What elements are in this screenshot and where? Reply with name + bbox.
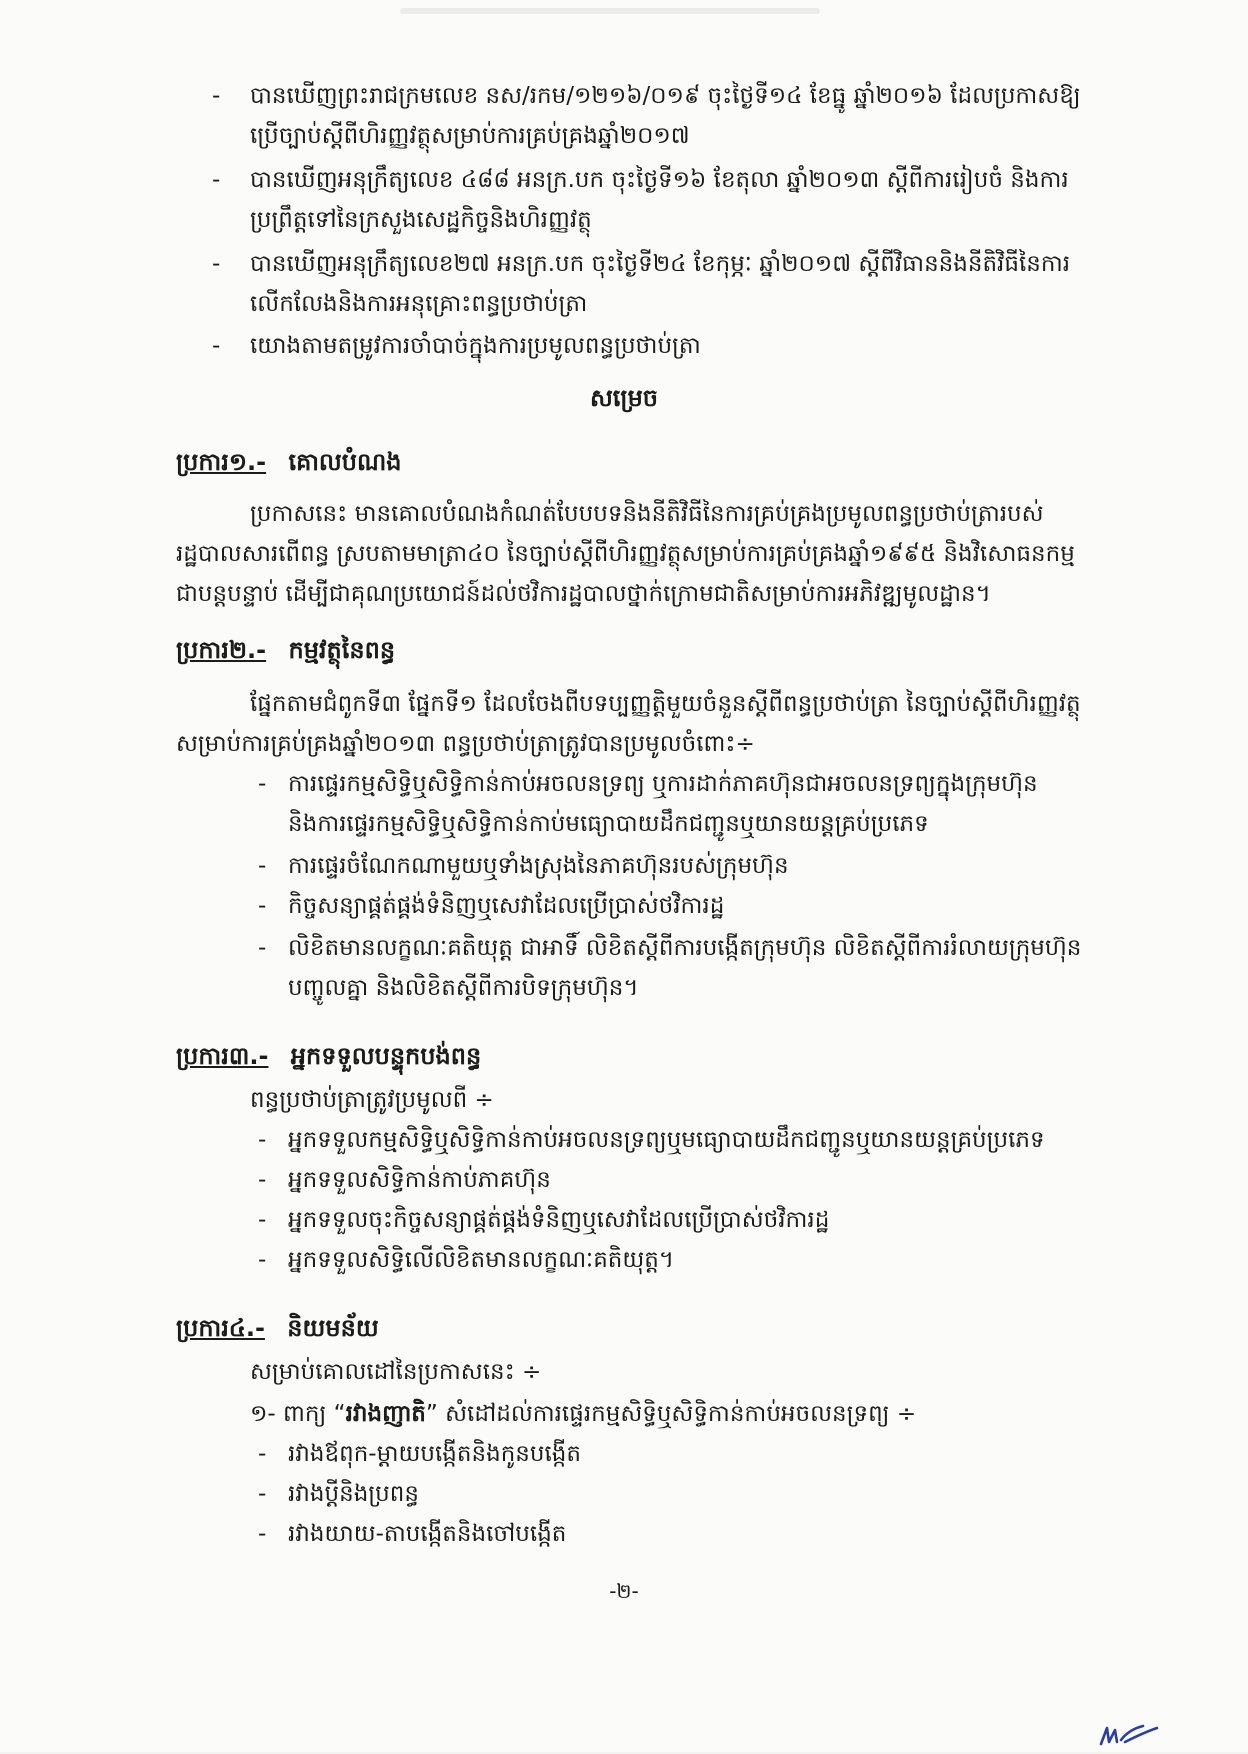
article-1-heading [176, 442, 402, 482]
bullet-line: អ្នកទទួលចុះកិច្ចសន្យាផ្គត់ផ្គង់ទំនិញឬសេវាដែលប្រើប្រាស់ថវិការដ្ឋ [288, 1207, 830, 1233]
definition-prefix: ១- ពាក្យ “ [250, 1401, 346, 1427]
bullet-line: ការផ្ទេរកម្មសិទ្ធិឬសិទ្ធិកាន់កាប់អចលនទ្រព្យ ឬការដាក់ភាគហ៊ុនជាអចលនទ្រព្យក្នុងក្រុមហ៊ុន [288, 771, 1038, 797]
article-4-bullet-3 [288, 1514, 566, 1554]
preamble-line: ប្រើច្បាប់ស្តីពីហិរញ្ញវត្ថុសម្រាប់ការគ្រប់គ្រងឆ្នាំ២០១៧ [250, 123, 690, 149]
preamble-item-3 [250, 244, 1070, 324]
bullet-line: កិច្ចសន្យាផ្គត់ផ្គង់ទំនិញឬសេវាដែលប្រើប្រាស់ថវិការដ្ឋ [288, 893, 725, 919]
bullet-marker: - [258, 1441, 267, 1467]
bullet-marker: - [258, 771, 267, 797]
article-3-bullet-4 [288, 1240, 674, 1280]
bullet-marker: - [258, 1247, 267, 1273]
article-2-bullet-4 [288, 928, 1081, 1008]
bullet-marker: - [258, 1167, 267, 1193]
bullet-marker: - [258, 853, 267, 879]
paragraph-line: ផ្នែកតាមជំពូកទី៣ ផ្នែកទី១ ដែលចែងពីបទប្បញ្ញត្តិមួយចំនួនស្តីពីពន្ធប្រថាប់ត្រា នៃច្បាប់ស្តីពីហិរញ្ញវត្ថុ [250, 691, 1081, 717]
bullet-line: រវាងប្តីនិងប្រពន្ធ [288, 1481, 419, 1507]
article-2-bullet-3 [288, 886, 724, 926]
paragraph-line: សម្រាប់ការគ្រប់គ្រងឆ្នាំ២០១៣ ពន្ធប្រថាប់ត្រាត្រូវបានប្រមូលចំពោះ÷ [176, 731, 755, 757]
bullet-line: អ្នកទទួលកម្មសិទ្ធិឬសិទ្ធិកាន់កាប់អចលនទ្រព្យឬមធ្យោបាយដឹកជញ្ជូនឬយានយន្តគ្រប់ប្រភេទ [288, 1127, 1045, 1153]
article-number: ប្រការ១.- [176, 448, 267, 476]
paragraph-line: ប្រកាសនេះ មានគោលបំណងកំណត់បែបបទនិងនីតិវិធីនៃការគ្រប់គ្រងប្រមូលពន្ធប្រថាប់ត្រារបស់ [250, 501, 1044, 527]
definition-suffix: ” សំដៅដល់ការផ្ទេរកម្មសិទ្ធិឬសិទ្ធិកាន់កាប់អចលនទ្រព្យ ÷ [425, 1401, 917, 1427]
article-2-paragraph [176, 684, 1081, 764]
bullet-marker: - [212, 83, 221, 109]
article-3-bullet-1 [288, 1120, 1045, 1160]
preamble-item-2 [250, 160, 1069, 240]
article-2-bullet-2 [288, 846, 789, 886]
bullet-marker: - [258, 1481, 267, 1507]
preamble-item-4 [250, 326, 701, 366]
bullet-line: ការផ្ទេរចំណែកណាមួយឬទាំងស្រុងនៃភាគហ៊ុនរបស់ក្រុមហ៊ុន [288, 853, 789, 879]
bullet-marker: - [212, 167, 221, 193]
bullet-marker: - [258, 893, 267, 919]
initials-signature-icon [1095, 1718, 1165, 1750]
preamble-item-1 [250, 76, 1081, 156]
paragraph-line: សម្រាប់គោលដៅនៃប្រកាសនេះ ÷ [250, 1359, 542, 1385]
bullet-line: រវាងយាយ-តាបង្កើតនិងចៅបង្កើត [288, 1521, 567, 1547]
bullet-line: រវាងឪពុក-ម្តាយបង្កើតនិងកូនបង្កើត [288, 1441, 581, 1467]
article-1-paragraph [176, 494, 1075, 614]
article-4-bullet-1 [288, 1434, 581, 1474]
article-2-bullet-1 [288, 764, 1038, 844]
paragraph-line: ជាបន្តបន្ទាប់ ដើម្បីជាគុណប្រយោជន៍ដល់ថវិការដ្ឋបាលថ្នាក់ក្រោមជាតិសម្រាប់ការអភិវឌ្ឍមូលដ្ឋាន។ [176, 581, 991, 607]
article-number: ប្រការ៤.- [176, 1314, 265, 1342]
bullet-line: បញ្ចូលគ្នា និងលិខិតស្តីពីការបិទក្រុមហ៊ុន។ [288, 975, 639, 1001]
paragraph-line: រដ្ឋបាលសារពើពន្ធ ស្របតាមមាត្រា៤០ នៃច្បាប់ស្តីពីហិរញ្ញវត្ថុសម្រាប់ការគ្រប់គ្រងឆ្នាំ១៩៩៥ និងវិសោធនកម្ម [176, 541, 1075, 567]
article-title: កម្មវត្ថុនៃពន្ធ [288, 636, 396, 664]
preamble-line: លើកលែងនិងការអនុគ្រោះពន្ធប្រថាប់ត្រា [250, 291, 588, 317]
article-3-heading [176, 1036, 481, 1076]
page-number: -២- [609, 1579, 639, 1603]
article-3-bullet-2 [288, 1160, 551, 1200]
bullet-line: និងការផ្ទេរកម្មសិទ្ធិឬសិទ្ធិកាន់កាប់មធ្យោបាយដឹកជញ្ជូនឬយានយន្តគ្រប់ប្រភេទ [288, 811, 929, 837]
article-3-paragraph [250, 1080, 494, 1120]
handwritten-initials [1095, 1718, 1165, 1750]
bullet-line: អ្នកទទួលសិទ្ធិលើលិខិតមានលក្ខណៈគតិយុត្ត។ [288, 1247, 675, 1273]
article-4-heading [176, 1308, 379, 1348]
article-number: ប្រការ២.- [176, 636, 267, 664]
definition-line [250, 1394, 916, 1434]
article-4-paragraph [250, 1352, 541, 1392]
bullet-marker: - [258, 1207, 267, 1233]
preamble-line: បានឃើញព្រះរាជក្រមលេខ នស/រកម/១២១៦/០១៩ ចុះថ្ងៃទី១៤ ខែធ្នូ ឆ្នាំ២០១៦ ដែលប្រកាសឱ្យ [250, 83, 1081, 109]
bullet-marker: - [258, 1521, 267, 1547]
article-title: គោលបំណង [288, 448, 402, 476]
scan-artifact [400, 8, 820, 14]
preamble-line: បានឃើញអនុក្រឹត្យលេខ២៧ អនក្រ.បក ចុះថ្ងៃទី២៤ ខែកុម្ភៈ ឆ្នាំ២០១៧ ស្តីពីវិធាននិងនីតិវិធីនៃការ [250, 251, 1071, 277]
article-4-bullet-2 [288, 1474, 419, 1514]
decision-title: សម្រេច [589, 384, 659, 412]
bullet-marker: - [258, 935, 267, 961]
preamble-line: យោងតាមតម្រូវការចាំបាច់ក្នុងការប្រមូលពន្ធប្រថាប់ត្រា [250, 333, 701, 359]
paragraph-line: ពន្ធប្រថាប់ត្រាត្រូវប្រមូលពី ÷ [250, 1087, 494, 1113]
bullet-marker: - [258, 1127, 267, 1153]
bullet-marker: - [212, 251, 221, 277]
preamble-line: ប្រព្រឹត្តទៅនៃក្រសួងសេដ្ឋកិច្ចនិងហិរញ្ញវត្ថុ [250, 207, 592, 233]
article-title: និយមន័យ [287, 1314, 379, 1342]
preamble-line: បានឃើញអនុក្រឹត្យលេខ ៤៨៨ អនក្រ.បក ចុះថ្ងៃទី១៦ ខែតុលា ឆ្នាំ២០១៣ ស្តីពីការរៀបចំ និងការ [250, 167, 1069, 193]
article-number: ប្រការ៣.- [176, 1042, 269, 1070]
bullet-line: លិខិតមានលក្ខណៈគតិយុត្ត ជាអាទិ៍ លិខិតស្តីពីការបង្កើតក្រុមហ៊ុន លិខិតស្តីពីការរំលាយក្រុមហ៊ុន [288, 935, 1082, 961]
bullet-line: អ្នកទទួលសិទ្ធិកាន់កាប់ភាគហ៊ុន [288, 1167, 551, 1193]
bullet-marker: - [212, 333, 221, 359]
article-3-bullet-3 [288, 1200, 829, 1240]
definition-term: រវាងញាតិ [345, 1401, 426, 1427]
article-title: អ្នកទទួលបន្ទុកបង់ពន្ធ [290, 1042, 482, 1070]
article-2-heading [176, 630, 395, 670]
